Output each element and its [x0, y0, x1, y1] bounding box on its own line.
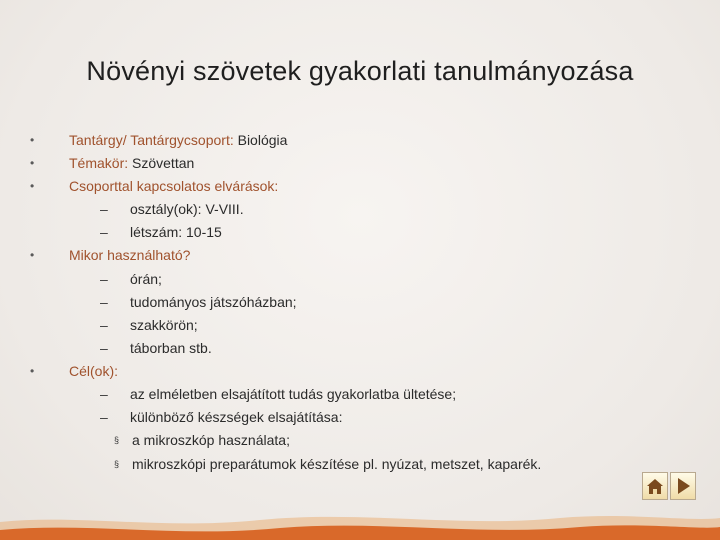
sub-item-text: táborban stb.: [130, 340, 212, 356]
dash: –: [100, 409, 108, 425]
item-value: Biológia: [233, 132, 288, 148]
home-button[interactable]: [642, 472, 668, 500]
sub-item-text: osztály(ok): V-VIII.: [130, 201, 244, 217]
item-label: Tantárgy/ Tantárgycsoport:: [69, 132, 234, 148]
home-icon: [643, 473, 667, 499]
next-button[interactable]: [670, 472, 696, 500]
sub-item-text: tudományos játszóházban;: [130, 294, 297, 310]
dash: –: [100, 317, 108, 333]
footer-decoration: [0, 500, 720, 540]
dash: –: [100, 201, 108, 217]
sub-sub-item-text: a mikroszkóp használata;: [132, 432, 290, 448]
sub-sub-item-text: mikroszkópi preparátumok készítése pl. nyúzat, metszet, kaparék.: [132, 456, 542, 472]
sub-item-text: az elméletben elsajátított tudás gyakorlatba ültetése;: [130, 386, 457, 402]
bullet: •: [30, 248, 35, 262]
slide-title: Növényi szövetek gyakorlati tanulmányozása: [86, 56, 634, 86]
item-value: Szövettan: [128, 155, 195, 171]
dash: –: [100, 340, 108, 356]
sub-item-text: különböző készségek elsajátítása:: [130, 409, 343, 425]
bullet: •: [30, 156, 35, 170]
sub-item-text: órán;: [130, 271, 162, 287]
dash: –: [100, 294, 108, 310]
dash: –: [100, 271, 108, 287]
sub-item-text: szakkörön;: [130, 317, 198, 333]
dash: –: [100, 224, 108, 240]
item-label: Mikor használható?: [69, 247, 191, 263]
square-bullet: §: [114, 435, 120, 445]
sub-item-text: létszám: 10-15: [130, 224, 222, 240]
bullet: •: [30, 133, 35, 147]
item-label: Csoporttal kapcsolatos elvárások:: [69, 178, 279, 194]
item-label: Témakör:: [69, 155, 129, 171]
bullet: •: [30, 364, 35, 378]
dash: –: [100, 386, 108, 402]
play-next-icon: [671, 473, 695, 499]
item-label: Cél(ok):: [69, 363, 119, 379]
bullet: •: [30, 179, 35, 193]
square-bullet: §: [114, 459, 120, 469]
